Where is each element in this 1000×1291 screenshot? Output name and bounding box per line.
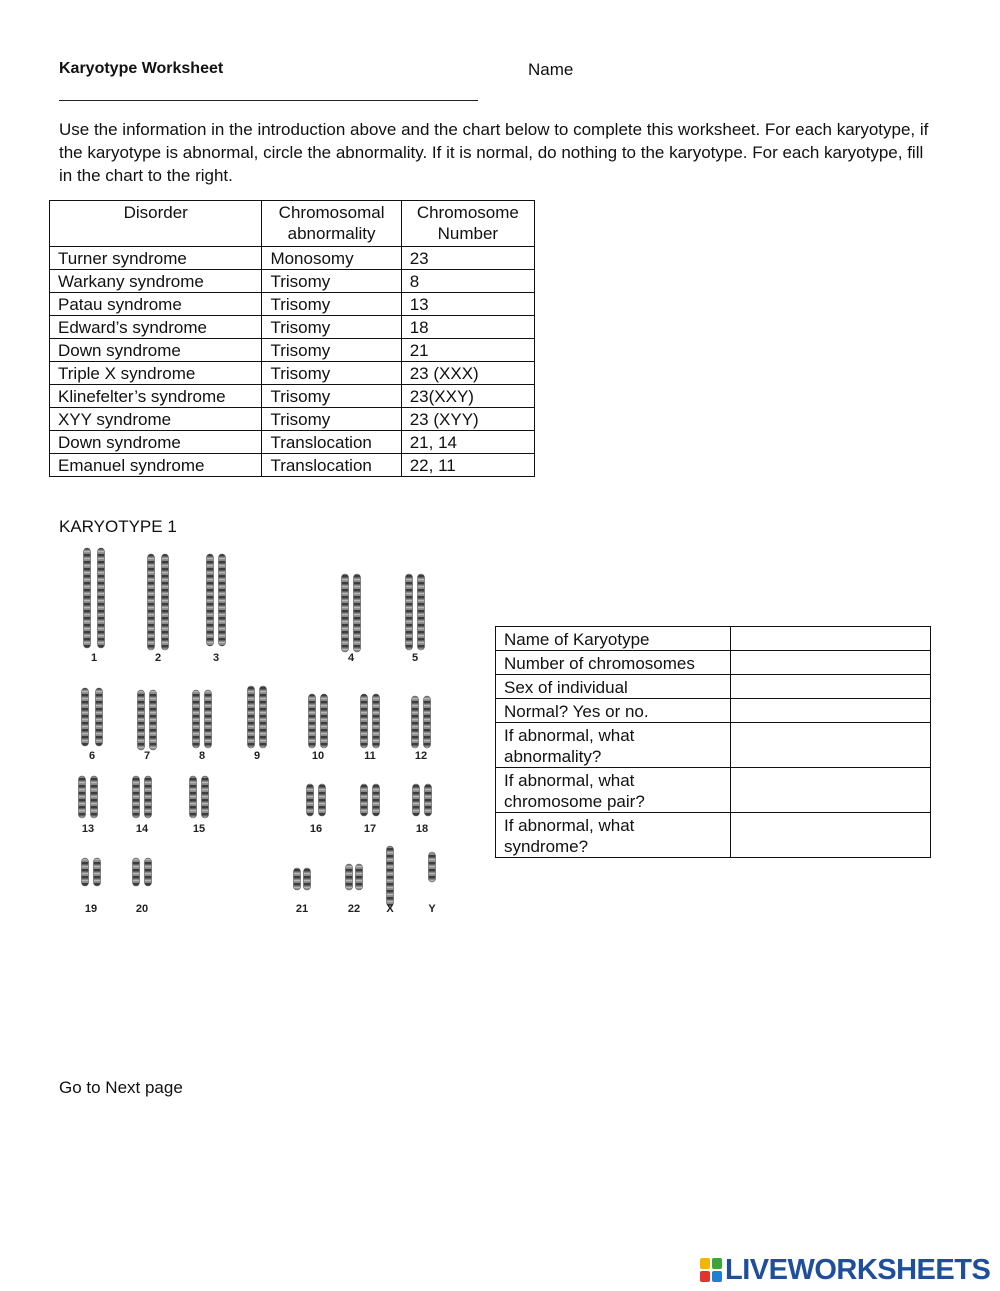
chromosome[interactable]	[361, 694, 368, 748]
disorder-cell: Edward’s syndrome	[50, 316, 262, 339]
table-row	[50, 339, 535, 362]
disorder-cell: Patau syndrome	[50, 293, 262, 316]
info-row	[496, 651, 931, 675]
chromosome-number-cell: 8	[401, 270, 534, 293]
chromosome-number-cell: 21, 14	[401, 431, 534, 454]
chromosome[interactable]	[98, 548, 105, 648]
chromosome-label: 4	[347, 652, 355, 664]
abnormality-cell: Trisomy	[262, 293, 401, 316]
info-answer-cell[interactable]	[730, 651, 930, 675]
chromosome-label: 16	[309, 823, 323, 835]
table-row	[50, 270, 535, 293]
chromosome-label: 11	[364, 750, 376, 762]
chromosome[interactable]	[307, 784, 314, 816]
chromosome[interactable]	[150, 690, 157, 750]
chromosome-number-cell: 23	[401, 247, 534, 270]
info-label: Sex of individual	[496, 675, 731, 699]
chromosome-number-cell: 23 (XXX)	[401, 362, 534, 385]
chromosome-number-cell: 21	[401, 339, 534, 362]
chromosome[interactable]	[96, 688, 103, 746]
abnormality-cell: Trisomy	[262, 316, 401, 339]
chromosome[interactable]	[309, 694, 316, 748]
table-row	[50, 385, 535, 408]
info-row	[496, 813, 931, 858]
chromosome[interactable]	[361, 784, 368, 816]
chromosome[interactable]	[162, 554, 169, 650]
chromosome[interactable]	[342, 574, 349, 652]
chromosome-label: 7	[143, 750, 151, 762]
brand-badge-icon	[700, 1258, 722, 1282]
chromosome[interactable]	[406, 574, 413, 650]
chromosome-label: 8	[198, 750, 206, 762]
chromosome-label: X	[386, 903, 394, 915]
chromosome[interactable]	[346, 864, 353, 890]
chromosome[interactable]	[84, 548, 91, 648]
chromosome[interactable]	[145, 776, 152, 818]
chromosome[interactable]	[412, 696, 419, 748]
table-row	[50, 408, 535, 431]
chromosome[interactable]	[193, 690, 200, 748]
karyotype-info-table	[495, 626, 931, 858]
chromosome-label: 10	[311, 750, 325, 762]
header-abnormality: Chromosomal abnormality	[262, 201, 401, 247]
chromosome[interactable]	[82, 688, 89, 746]
info-row	[496, 768, 931, 813]
chromosome[interactable]	[429, 852, 436, 882]
info-answer-cell[interactable]	[730, 699, 930, 723]
table-row	[50, 431, 535, 454]
chromosome-number-cell: 18	[401, 316, 534, 339]
chromosome-label: Y	[428, 903, 436, 915]
abnormality-cell: Trisomy	[262, 362, 401, 385]
chromosome[interactable]	[387, 846, 394, 906]
chromosome[interactable]	[354, 574, 361, 652]
abnormality-cell: Trisomy	[262, 270, 401, 293]
chromosome-label: 21	[295, 903, 309, 915]
disorder-cell: Emanuel syndrome	[50, 454, 262, 477]
chromosome-label: 19	[84, 903, 98, 915]
chromosome-label: 13	[81, 823, 95, 835]
brand-square	[700, 1258, 710, 1269]
name-label: Name	[528, 60, 574, 79]
chromosome-label: 12	[414, 750, 428, 762]
chromosome-label: 5	[411, 652, 419, 664]
chromosome[interactable]	[424, 696, 431, 748]
chromosome-label: 2	[154, 652, 162, 664]
chromosome-number-cell: 22, 11	[401, 454, 534, 477]
disorder-table	[49, 200, 535, 477]
disorder-cell: Triple X syndrome	[50, 362, 262, 385]
disorder-cell: XYY syndrome	[50, 408, 262, 431]
info-answer-cell[interactable]	[730, 768, 930, 813]
info-label: Normal? Yes or no.	[496, 699, 731, 723]
chromosome[interactable]	[219, 554, 226, 646]
info-answer-cell[interactable]	[730, 675, 930, 699]
chromosome[interactable]	[413, 784, 420, 816]
chromosome[interactable]	[202, 776, 209, 818]
abnormality-cell: Trisomy	[262, 408, 401, 431]
table-row	[50, 247, 535, 270]
disorder-cell: Turner syndrome	[50, 247, 262, 270]
info-row	[496, 699, 931, 723]
karyotype-image	[56, 540, 448, 924]
disorder-cell: Warkany syndrome	[50, 270, 262, 293]
chromosome[interactable]	[356, 864, 363, 890]
karyotype-label: KARYOTYPE 1	[59, 517, 177, 536]
table-row	[50, 293, 535, 316]
disorder-cell: Down syndrome	[50, 339, 262, 362]
chromosome[interactable]	[321, 694, 328, 748]
chromosome-label: 9	[253, 750, 261, 762]
brand-square	[700, 1271, 710, 1282]
table-header-row	[50, 201, 535, 247]
abnormality-cell: Monosomy	[262, 247, 401, 270]
info-answer-cell[interactable]	[730, 627, 930, 651]
header-chromosome-number: Chromosome Number	[401, 201, 534, 247]
chromosome-label: 14	[135, 823, 149, 835]
header-disorder: Disorder	[50, 201, 262, 247]
chromosome-label: 22	[347, 903, 361, 915]
name-line[interactable]	[59, 100, 478, 101]
table-row	[50, 316, 535, 339]
chromosome[interactable]	[145, 858, 152, 886]
info-row	[496, 675, 931, 699]
chromosome-label: 18	[415, 823, 429, 835]
chromosome-label: 6	[88, 750, 96, 762]
disorder-cell: Down syndrome	[50, 431, 262, 454]
chromosome-label: 3	[212, 652, 220, 664]
instructions-text: Use the information in the introduction above and the chart below to complete this worksheet. For each karyotype, if the karyotype is abnormal, circle the abnormality. If it is normal, do nothing to the karyotype. For each karyotype, fill in the chart to the right.	[59, 120, 929, 185]
chromosome[interactable]	[319, 784, 326, 816]
chromosome[interactable]	[133, 858, 140, 886]
chromosome-number-cell: 23(XXY)	[401, 385, 534, 408]
chromosome-label: 20	[135, 903, 149, 915]
chromosome[interactable]	[373, 694, 380, 748]
abnormality-cell: Trisomy	[262, 385, 401, 408]
chromosome[interactable]	[260, 686, 267, 748]
chromosome-number-cell: 13	[401, 293, 534, 316]
disorder-cell: Klinefelter’s syndrome	[50, 385, 262, 408]
chromosome[interactable]	[133, 776, 140, 818]
info-row	[496, 723, 931, 768]
chromosome[interactable]	[418, 574, 425, 650]
chromosome-label: 15	[192, 823, 206, 835]
chromosome[interactable]	[373, 784, 380, 816]
chromosome[interactable]	[82, 858, 89, 886]
table-row	[50, 454, 535, 477]
info-answer-cell[interactable]	[730, 813, 930, 858]
abnormality-cell: Translocation	[262, 431, 401, 454]
chromosome[interactable]	[425, 784, 432, 816]
brand-square	[712, 1258, 722, 1269]
chromosome[interactable]	[248, 686, 255, 748]
worksheet-title: Karyotype Worksheet	[59, 60, 224, 77]
info-label: If abnormal, what chromosome pair?	[496, 768, 731, 813]
info-label: If abnormal, what syndrome?	[496, 813, 731, 858]
info-label: Name of Karyotype	[496, 627, 731, 651]
info-label: Number of chromosomes	[496, 651, 731, 675]
chromosome[interactable]	[91, 776, 98, 818]
chromosome[interactable]	[190, 776, 197, 818]
liveworksheets-logo	[700, 1255, 990, 1285]
chromosome[interactable]	[304, 868, 311, 890]
brand-square	[712, 1271, 722, 1282]
next-page-text: Go to Next page	[59, 1078, 183, 1097]
chromosome-number-cell: 23 (XYY)	[401, 408, 534, 431]
chromosome[interactable]	[138, 690, 145, 750]
abnormality-cell: Translocation	[262, 454, 401, 477]
info-answer-cell[interactable]	[730, 723, 930, 768]
chromosome[interactable]	[79, 776, 86, 818]
chromosome-label: 17	[363, 823, 377, 835]
table-row	[50, 362, 535, 385]
chromosome[interactable]	[94, 858, 101, 886]
chromosome[interactable]	[205, 690, 212, 748]
chromosome-label: 1	[90, 652, 98, 664]
info-label: If abnormal, what abnormality?	[496, 723, 731, 768]
chromosome[interactable]	[207, 554, 214, 646]
chromosome[interactable]	[294, 868, 301, 890]
chromosome[interactable]	[148, 554, 155, 650]
info-row	[496, 627, 931, 651]
brand-text: LIVEWORKSHEETS	[725, 1253, 991, 1286]
abnormality-cell: Trisomy	[262, 339, 401, 362]
